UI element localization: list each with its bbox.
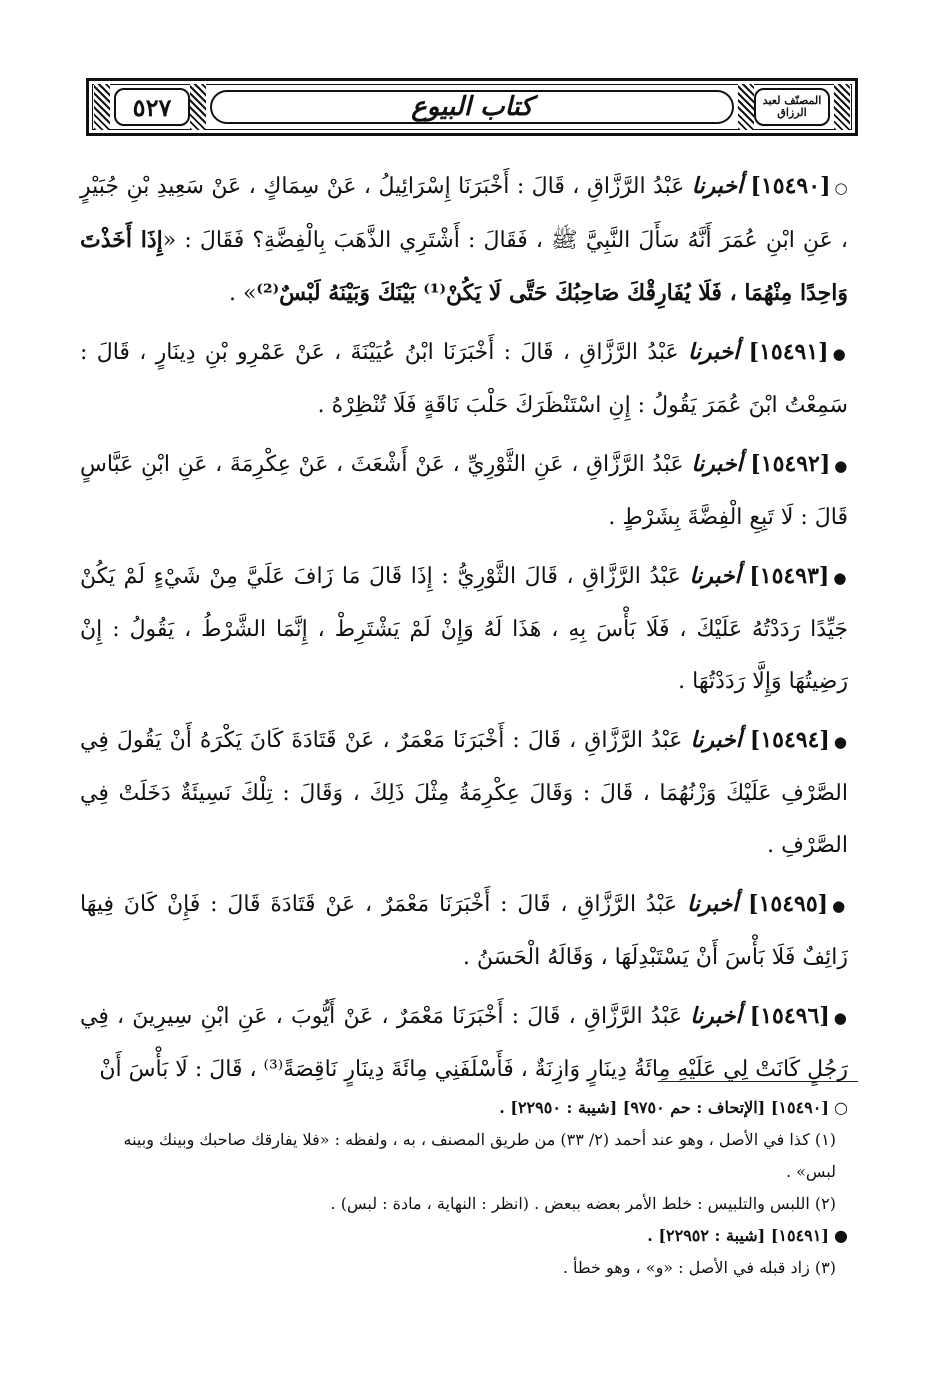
footnote-divider — [658, 1081, 858, 1082]
chapter-title: كتاب البيوع — [411, 92, 533, 122]
footnote-marker: (١) — [814, 1130, 836, 1149]
hadith-number: [١٥٤٩٠] — [750, 173, 831, 199]
source-word: أخبرنا — [688, 339, 740, 365]
footnote-note — [84, 1188, 848, 1220]
hadith-entry — [80, 160, 848, 320]
narration-chain: عَبْدُ الرَّزَّاقِ ، عَنِ الثَّوْرِيِّ ، عَنْ أَشْعَثَ ، عَنْ عِكْرِمَةَ ، عَنِ ابْنِ عَبَّاسٍ قَالَ : لَا تَبِعِ الْفِضَّةَ بِشَرْطٍ . — [80, 452, 848, 530]
book-logo-text: المصنّف لعبد الرزاق — [762, 94, 822, 119]
hadith-number: [١٥٤٩٤] — [749, 727, 830, 753]
source-word: أخبرنا — [687, 891, 739, 917]
source-word: أخبرنا — [689, 563, 741, 589]
page-number: ٥٢٧ — [132, 92, 172, 122]
hadith-list — [80, 160, 848, 1102]
narration-chain: عَبْدُ الرَّزَّاقِ ، قَالَ : أَخْبَرَنَا مَعْمَرٌ ، عَنْ قَتَادَةَ كَانَ يَكْرَهُ أَنْ يَقُولَ فِي الصَّرْفِ عَلَيْكَ وَزْنُهُمَا ، قَالَ : وَقَالَ عِكْرِمَةُ مِثْلَ ذَلِكَ ، وَقَالَ : تِلْكَ نَسِيئَةٌ دَخَلَتْ فِي الصَّرْفِ . — [80, 728, 848, 858]
hadith-entry — [80, 878, 848, 984]
footnote-text: [١٥٤٩٠] [الإتحاف : حم ٩٧٥٠] [شيبة : ٢٢٩٥٠] . — [499, 1098, 829, 1117]
footnote-text: [١٥٤٩١] [شيبة : ٢٢٩٥٢] . — [647, 1226, 829, 1245]
footnote-marker: (٣) — [814, 1258, 836, 1277]
footnote-reference — [84, 1220, 848, 1252]
source-word: أخبرنا — [690, 1003, 742, 1029]
footnote-note — [84, 1124, 848, 1188]
footnote-marker: ○ — [834, 1098, 848, 1117]
page-number-box — [114, 88, 190, 126]
source-word: أخبرنا — [691, 451, 743, 477]
hadith-number: [١٥٤٩٦] — [749, 1003, 830, 1029]
entry-marker: ● — [833, 733, 849, 751]
narration-chain: عَبْدُ الرَّزَّاقِ ، قَالَ : أَخْبَرَنَا إِسْرَائِيلُ ، عَنْ سِمَاكٍ ، عَنْ سَعِيدِ بْنِ جُبَيْرٍ ، عَنِ ابْنِ عُمَرَ أَنَّهُ سَأَلَ النَّبِيَّ ﷺ ، فَقَالَ : أَشْتَرِي الذَّهَبَ بِالْفِضَّةِ؟ فَقَالَ : « — [80, 174, 849, 253]
hadith-entry — [80, 326, 848, 432]
source-word: أخبرنا — [690, 727, 742, 753]
hadith-number: [١٥٤٩٥] — [748, 891, 829, 917]
footnote-text: اللبس والتلبيس : خلط الأمر بعضه ببعض . (انظر : النهاية ، مادة : لبس) . — [330, 1194, 810, 1213]
header-ornament — [94, 84, 110, 130]
entry-marker: ○ — [834, 179, 849, 197]
header-ornament — [190, 84, 206, 130]
hadith-text: إِذَا أَخَذْتَ وَاحِدًا مِنْهُمَا ، فَلَا يُفَارِقْكَ صَاحِبُكَ حَتَّى لَا يَكُنْ⁽¹⁾ بَيْنَكَ وَبَيْنَهُ لَبْسٌ⁽²⁾ — [80, 227, 848, 306]
hadith-number: [١٥٤٩١] — [748, 339, 829, 365]
narration-chain: عَبْدُ الرَّزَّاقِ ، قَالَ : أَخْبَرَنَا مَعْمَرٌ ، عَنْ قَتَادَةَ قَالَ : فَإِنْ كَانَ فِيهَا زَائِفٌ فَلَا بَأْسَ أَنْ يَسْتَبْدِلَهَا ، وَقَالَهُ الْحَسَنُ . — [80, 892, 848, 970]
entry-marker: ● — [832, 345, 849, 363]
entry-marker: ● — [833, 569, 849, 587]
narration-chain: عَبْدُ الرَّزَّاقِ ، قَالَ : أَخْبَرَنَا مَعْمَرٌ ، عَنْ أَيُّوبَ ، عَنِ ابْنِ سِيرِينَ ، فِي رَجُلٍ كَانَتْ لِي عَلَيْهِ مِائَةُ دِينَارٍ وَازِنَةٌ ، فَأَسْلَفَنِي مِائَةَ دِينَارٍ نَاقِصَةً⁽³⁾ ، قَالَ : لَا بَأْسَ أَنْ — [80, 1004, 848, 1082]
footnote-note — [84, 1252, 848, 1284]
chapter-title-frame — [210, 90, 734, 124]
hadith-closing: » . — [228, 281, 257, 306]
footnote-marker: ● — [834, 1226, 848, 1245]
hadith-number: [١٥٤٩٢] — [750, 451, 831, 477]
footnotes — [84, 1092, 848, 1284]
page-header — [86, 78, 858, 136]
narration-chain: عَبْدُ الرَّزَّاقِ ، قَالَ : أَخْبَرَنَا ابْنُ عُيَيْنَةَ ، عَنْ عَمْرِو بْنِ دِينَارٍ ، قَالَ : سَمِعْتُ ابْنَ عُمَرَ يَقُولُ : إِنِ اسْتَنْظَرَكَ حَلْبَ نَاقَةٍ فَلَا تُنْظِرْهُ . — [80, 340, 848, 418]
entry-marker: ● — [833, 1009, 848, 1027]
header-ornament — [834, 84, 850, 130]
footnote-text: كذا في الأصل ، وهو عند أحمد (٢/ ٣٣) من طريق المصنف ، به ، ولفظه : «فلا يفارقك صاحبك وبينك وبينه لبس» . — [123, 1130, 836, 1181]
hadith-entry — [80, 714, 848, 872]
entry-marker: ● — [834, 457, 849, 475]
header-ornament — [738, 84, 754, 130]
hadith-entry — [80, 550, 848, 708]
entry-marker: ● — [832, 897, 848, 915]
book-logo — [754, 88, 830, 126]
narration-chain: عَبْدُ الرَّزَّاقِ ، قَالَ الثَّوْرِيُّ : إِذَا قَالَ مَا زَافَ عَلَيَّ مِنْ شَيْءٍ لَمْ يَكُنْ جَيِّدًا رَدَدْتُهُ عَلَيْكَ ، فَلَا بَأْسَ بِهِ ، هَذَا لَهُ وَإِنْ لَمْ يَشْتَرِطْ ، إِنَّمَا الشَّرْطُ ، يَقُولُ : إِنْ رَضِيتُهَا وَإِلَّا رَدَدْتُهَا . — [80, 564, 848, 694]
hadith-number: [١٥٤٩٣] — [749, 563, 830, 589]
footnote-marker: (٢) — [814, 1194, 836, 1213]
footnote-text: زاد قبله في الأصل : «و» ، وهو خطأ . — [562, 1258, 810, 1277]
hadith-entry — [80, 438, 848, 544]
source-word: أخبرنا — [691, 173, 744, 199]
footnote-reference — [84, 1092, 848, 1124]
